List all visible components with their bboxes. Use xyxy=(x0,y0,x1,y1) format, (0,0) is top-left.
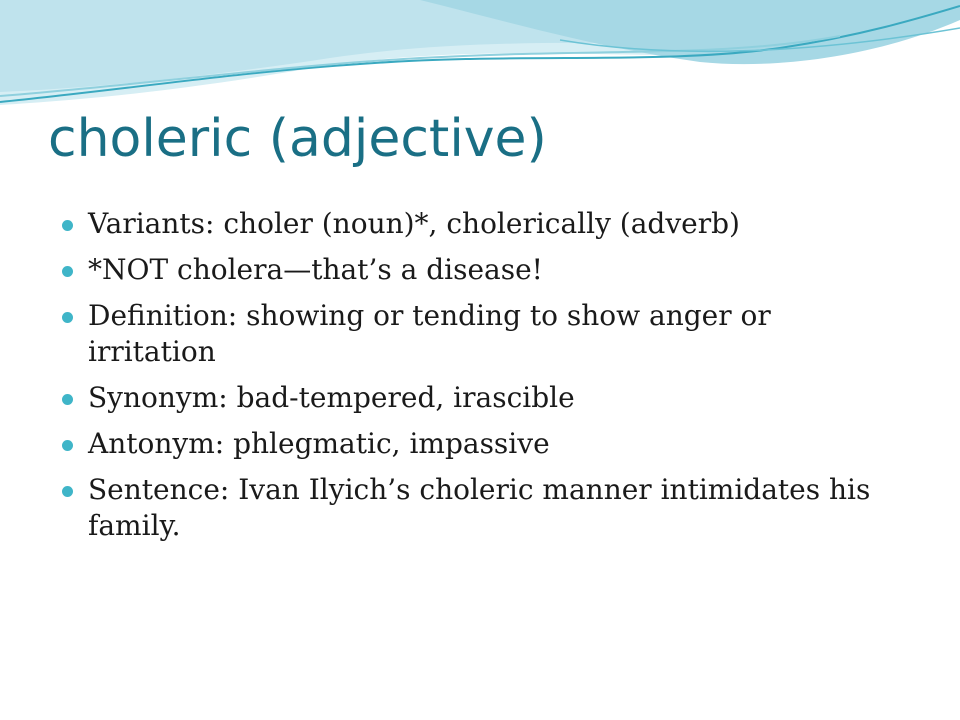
bullet-text: Sentence: Ivan Ilyich’s choleric manner intimidates his family. xyxy=(88,473,871,542)
bullet-dot-icon xyxy=(62,486,73,497)
bullet-dot-icon xyxy=(62,440,73,451)
slide-title: choleric (adjective) xyxy=(48,109,547,169)
bullet-dot-icon xyxy=(62,312,73,323)
bullet-not-cholera xyxy=(62,252,882,288)
bullet-variants xyxy=(62,206,882,242)
bullet-text: Synonym: bad-tempered, irascible xyxy=(88,381,575,414)
bullet-dot-icon xyxy=(62,394,73,405)
bullet-text: Antonym: phlegmatic, impassive xyxy=(88,427,550,460)
bullet-definition xyxy=(62,298,882,370)
bullet-dot-icon xyxy=(62,266,73,277)
header-wave-decoration xyxy=(0,0,960,120)
bullet-synonym xyxy=(62,380,882,416)
bullet-text: Definition: showing or tending to show anger or irritation xyxy=(88,299,771,368)
bullet-sentence xyxy=(62,472,882,544)
bullet-text: *NOT cholera—that’s a disease! xyxy=(88,253,543,286)
bullet-dot-icon xyxy=(62,220,73,231)
bullet-text: Variants: choler (noun)*, cholerically (adverb) xyxy=(88,207,740,240)
bullet-list xyxy=(62,206,882,554)
bullet-antonym xyxy=(62,426,882,462)
